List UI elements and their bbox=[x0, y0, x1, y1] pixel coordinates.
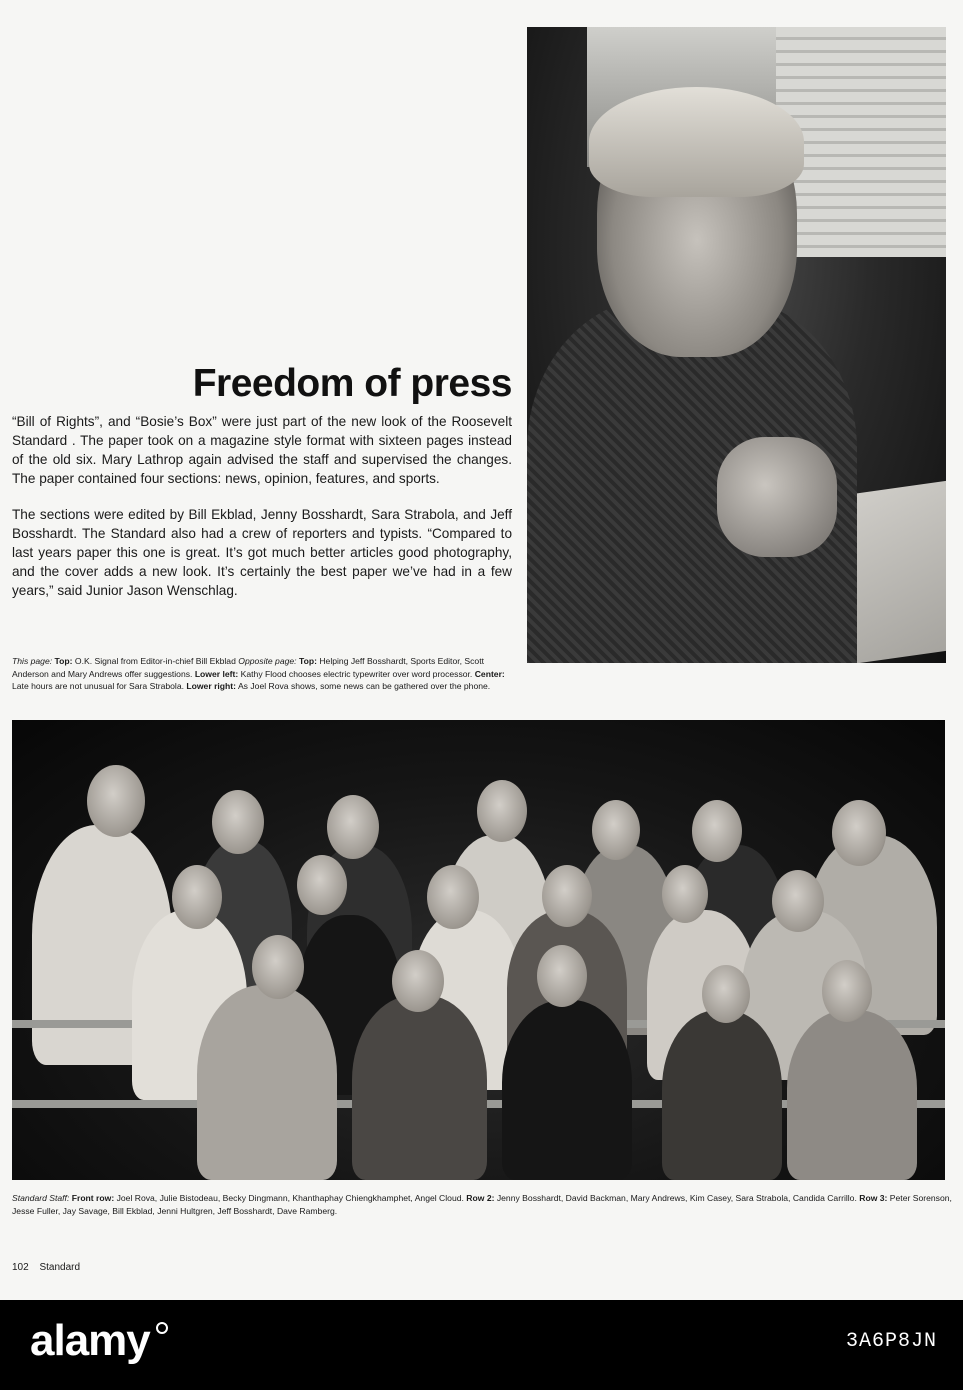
group-member-face bbox=[297, 855, 347, 915]
group-member-face bbox=[537, 945, 587, 1007]
caption-label: Opposite page: bbox=[238, 656, 297, 666]
caption-label: Center: bbox=[474, 668, 505, 679]
caption-label: Front row: bbox=[71, 1193, 115, 1203]
caption-text: Jenny Bosshardt, David Backman, Mary Andrews, Kim Casey, Sara Strabola, Candida Carrillo. bbox=[496, 1193, 857, 1203]
group-member-face bbox=[832, 800, 886, 866]
group-member-face bbox=[172, 865, 222, 929]
article-paragraph: The sections were edited by Bill Ekblad, Jenny Bosshardt, Sara Strabola, and Jeff Bosshardt. The Standard also had a crew of reporters and typists. “Compared to last years paper this one is great. It’s got much better articles good photography, and the cover adds a new look. It’s certainly the best paper we’ve had in a few years,” said Junior Jason Wenschlag. bbox=[12, 507, 512, 598]
photo-captions bbox=[12, 655, 517, 693]
logo-dot-icon bbox=[156, 1322, 168, 1334]
watermark-bar bbox=[0, 1300, 963, 1390]
caption-label: Row 2: bbox=[466, 1193, 495, 1203]
group-member bbox=[662, 1010, 782, 1180]
alamy-logo bbox=[30, 1316, 168, 1366]
caption-label: Lower left: bbox=[194, 668, 239, 679]
student-hair bbox=[589, 87, 804, 197]
publication-name: Standard bbox=[39, 1262, 81, 1273]
caption-label: Standard Staff: bbox=[12, 1193, 70, 1203]
editor-portrait-photo bbox=[527, 27, 946, 663]
group-member-face bbox=[392, 950, 444, 1012]
thumbs-up-hand bbox=[717, 437, 837, 557]
article-headline: Freedom of press bbox=[192, 362, 512, 405]
caption-label: Row 3: bbox=[859, 1193, 888, 1203]
group-member-face bbox=[592, 800, 640, 860]
caption-text: Late hours are not unusual for Sara Strabola. bbox=[12, 681, 184, 691]
group-member-face bbox=[477, 780, 527, 842]
page-folio bbox=[12, 1262, 80, 1273]
group-member-face bbox=[327, 795, 379, 859]
article-paragraph: “Bill of Rights”, and “Bosie’s Box” were just part of the new look of the Roosevelt Standard . The paper took on a magazine style format with sixteen pages instead of the old six. Mary Lathrop again advised the staff and supervised the changes. The paper contained four sections: news, opinion, features, and sports. bbox=[12, 414, 512, 486]
caption-label: Top: bbox=[298, 656, 317, 666]
group-member-face bbox=[252, 935, 304, 999]
article-body bbox=[12, 412, 512, 600]
group-member-face bbox=[692, 800, 742, 862]
caption-text: As Joel Rova shows, some news can be gathered over the phone. bbox=[237, 681, 491, 691]
group-member-face bbox=[772, 870, 824, 932]
group-member-face bbox=[212, 790, 264, 854]
image-id: 3A6P8JN bbox=[845, 1330, 937, 1353]
caption-label: Lower right: bbox=[186, 681, 237, 691]
staff-group-photo bbox=[12, 720, 945, 1180]
page-number: 102 bbox=[12, 1262, 29, 1273]
caption-text: O.K. Signal from Editor-in-chief Bill Ekblad bbox=[74, 656, 236, 666]
group-member-face bbox=[822, 960, 872, 1022]
group-member bbox=[352, 995, 487, 1180]
caption-label: This page: bbox=[12, 656, 53, 666]
caption-label: Top: bbox=[54, 656, 73, 666]
group-member-face bbox=[662, 865, 708, 923]
group-member bbox=[787, 1010, 917, 1180]
group-member-face bbox=[702, 965, 750, 1023]
alamy-logo-text: alamy bbox=[30, 1316, 150, 1365]
caption-text: Helping Jeff Bosshardt, Sports Editor, Scott Anderson and Mary Andrews offer suggestions. bbox=[12, 656, 484, 679]
staff-caption bbox=[12, 1192, 957, 1218]
group-member-face bbox=[87, 765, 145, 837]
group-member-face bbox=[542, 865, 592, 927]
caption-text: Joel Rova, Julie Bistodeau, Becky Dingmann, Khanthaphay Chiengkhamphet, Angel Cloud. bbox=[116, 1193, 464, 1203]
group-member bbox=[197, 985, 337, 1180]
group-member bbox=[502, 1000, 632, 1180]
caption-text: Peter Sorenson, Jesse Fuller, Jay Savage, Bill Ekblad, Jenni Hultgren, Jeff Bosshardt, Dave Ramberg. bbox=[12, 1193, 952, 1216]
caption-text: Kathy Flood chooses electric typewriter over word processor. bbox=[240, 668, 473, 679]
group-member-face bbox=[427, 865, 479, 929]
